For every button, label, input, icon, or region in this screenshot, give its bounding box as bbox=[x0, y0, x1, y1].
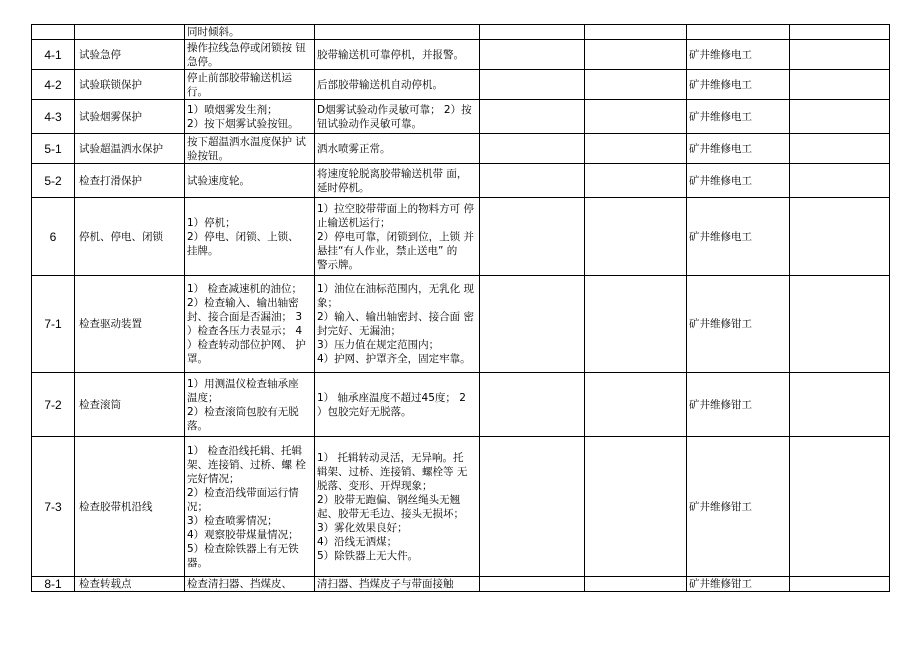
step-number: 7-3 bbox=[32, 437, 75, 577]
step-standard-line: 清扫器、挡煤皮子与带面接触 bbox=[317, 578, 454, 590]
table-row bbox=[32, 100, 890, 134]
step-method-line: 停止前部胶带输送机运 bbox=[187, 71, 292, 84]
step-role: 矿井维修钳工 bbox=[687, 276, 790, 373]
step-role: 矿井维修电工 bbox=[687, 164, 790, 198]
step-method-line: 3）检查喷雾情况； bbox=[187, 514, 278, 527]
step-number: 7-2 bbox=[32, 373, 75, 437]
step-standard-line: 1） 托辑转动灵活，无异响。托 bbox=[317, 451, 464, 464]
step-method-line: 落。 bbox=[187, 419, 208, 432]
step-method bbox=[185, 577, 315, 592]
step-method-line: 检查清扫器、挡煤皮、 bbox=[187, 578, 292, 590]
step-item: 停机、停电、闭锁 bbox=[75, 198, 185, 276]
empty-cell bbox=[480, 373, 585, 437]
empty-cell bbox=[790, 198, 890, 276]
empty-cell bbox=[585, 134, 687, 164]
step-method bbox=[185, 437, 315, 577]
table-row bbox=[32, 40, 890, 70]
empty-cell bbox=[480, 100, 585, 134]
step-standard bbox=[315, 70, 480, 100]
step-method-line: 行。 bbox=[187, 85, 208, 98]
empty-cell bbox=[585, 373, 687, 437]
maintenance-table bbox=[31, 24, 890, 592]
empty-cell bbox=[480, 198, 585, 276]
step-standard-line: 起、胶带无毛边、接头无损坏； bbox=[317, 507, 464, 520]
step-standard bbox=[315, 25, 480, 40]
step-item: 试验急停 bbox=[75, 40, 185, 70]
step-method-line: 急停。 bbox=[187, 55, 219, 68]
step-standard-line: 胶带输送机可靠停机，并报警。 bbox=[317, 48, 464, 61]
step-method-line: 5）检查除铁器上有无铁 bbox=[187, 542, 299, 555]
step-standard-line: 脱落、变形、开焊现象； bbox=[317, 479, 433, 492]
step-number: 5-1 bbox=[32, 134, 75, 164]
step-item: 检查胶带机沿线 bbox=[75, 437, 185, 577]
step-standard bbox=[315, 198, 480, 276]
step-method-line: 2）检查沿线带面运行情 bbox=[187, 486, 299, 499]
step-method-line: 器。 bbox=[187, 556, 208, 569]
empty-cell bbox=[790, 40, 890, 70]
step-standard-line: 钮试验动作灵敏可靠。 bbox=[317, 117, 422, 130]
step-method-line: ）检查转动部位护网、 护 bbox=[187, 339, 306, 351]
step-standard-line: 封完好、无漏油； bbox=[317, 325, 401, 337]
empty-cell bbox=[790, 373, 890, 437]
empty-cell bbox=[790, 25, 890, 40]
step-standard-line: 警示牌。 bbox=[317, 258, 359, 271]
step-standard-line: 1） 轴承座温度不超过45度； 2 bbox=[317, 391, 466, 404]
step-standard-line: 止输送机运行； bbox=[317, 216, 391, 229]
step-method bbox=[185, 198, 315, 276]
step-method-line: 2）检查输入、输出轴密 bbox=[187, 297, 299, 309]
step-number: 7-1 bbox=[32, 276, 75, 373]
step-role: 矿井维修电工 bbox=[687, 40, 790, 70]
step-standard-line: 5）除铁器上无大件。 bbox=[317, 549, 419, 562]
step-role bbox=[687, 25, 790, 40]
empty-cell bbox=[790, 577, 890, 592]
step-role: 矿井维修电工 bbox=[687, 134, 790, 164]
table-row bbox=[32, 70, 890, 100]
step-standard-line: 2）停电可靠，闭锁到位，上锁 并 bbox=[317, 230, 475, 243]
step-standard-line: 1）拉空胶带带面上的物料方可 停 bbox=[317, 202, 475, 215]
step-item: 检查打滑保护 bbox=[75, 164, 185, 198]
empty-cell bbox=[480, 134, 585, 164]
step-method-line: 按下超温洒水温度保护 试 bbox=[187, 135, 306, 148]
step-number: 8-1 bbox=[32, 577, 75, 592]
empty-cell bbox=[585, 437, 687, 577]
step-role: 矿井维修钳工 bbox=[687, 373, 790, 437]
table-row bbox=[32, 577, 890, 592]
empty-cell bbox=[585, 198, 687, 276]
step-method-line: 罩。 bbox=[187, 353, 208, 365]
step-role: 矿井维修电工 bbox=[687, 70, 790, 100]
step-standard-line: 辑架、过桥、连接销、螺栓等 无 bbox=[317, 465, 468, 478]
step-method-line: 温度； bbox=[187, 391, 219, 404]
step-item: 检查驱动装置 bbox=[75, 276, 185, 373]
step-method-line: 完好情况； bbox=[187, 472, 240, 485]
empty-cell bbox=[585, 164, 687, 198]
step-method-line: 2）检查滚筒包胶有无脱 bbox=[187, 405, 299, 418]
step-method bbox=[185, 134, 315, 164]
step-standard-line: D烟雾试验动作灵敏可靠； 2）按 bbox=[317, 103, 472, 116]
empty-cell bbox=[585, 70, 687, 100]
empty-cell bbox=[790, 70, 890, 100]
step-item: 检查转载点 bbox=[75, 577, 185, 592]
step-standard-line: 后部胶带输送机自动停机。 bbox=[317, 78, 443, 91]
empty-cell bbox=[480, 25, 585, 40]
step-method-line: 1） 检查沿线托辑、托辑 bbox=[187, 444, 303, 457]
empty-cell bbox=[585, 100, 687, 134]
step-number: 4-3 bbox=[32, 100, 75, 134]
empty-cell bbox=[480, 276, 585, 373]
step-method-line: 封、接合面是否漏油； 3 bbox=[187, 311, 303, 323]
empty-cell bbox=[790, 276, 890, 373]
step-number: 4-2 bbox=[32, 70, 75, 100]
empty-cell bbox=[790, 164, 890, 198]
empty-cell bbox=[480, 70, 585, 100]
step-number: 6 bbox=[32, 198, 75, 276]
step-method bbox=[185, 373, 315, 437]
step-standard bbox=[315, 100, 480, 134]
step-method bbox=[185, 164, 315, 198]
step-standard-line: 延时停机。 bbox=[317, 181, 370, 194]
step-method-line: 同时倾斜。 bbox=[187, 26, 240, 38]
table-row bbox=[32, 437, 890, 577]
table-row bbox=[32, 276, 890, 373]
step-method-line: 试验速度轮。 bbox=[187, 174, 250, 187]
step-standard-line: 将速度轮脱离胶带输送机带 面， bbox=[317, 167, 468, 180]
empty-cell bbox=[585, 40, 687, 70]
step-method-line: 1）喷烟雾发生剂； bbox=[187, 103, 278, 116]
step-method-line: 4）观察胶带煤量情况； bbox=[187, 528, 299, 541]
step-method-line: 况； bbox=[187, 500, 208, 513]
step-role: 矿井维修钳工 bbox=[687, 577, 790, 592]
step-standard-line: 象； bbox=[317, 297, 338, 309]
step-standard bbox=[315, 577, 480, 592]
step-method bbox=[185, 25, 315, 40]
step-item: 试验联锁保护 bbox=[75, 70, 185, 100]
step-method-line: 1） 检查减速机的油位； bbox=[187, 283, 303, 295]
step-method-line: 1）用测温仪检查轴承座 bbox=[187, 377, 299, 390]
table-row bbox=[32, 373, 890, 437]
step-standard-line: 1）油位在油标范围内，无乳化 现 bbox=[317, 283, 475, 295]
step-role: 矿井维修电工 bbox=[687, 198, 790, 276]
empty-cell bbox=[585, 276, 687, 373]
step-standard-line: 4）护网、护罩齐全，固定牢靠。 bbox=[317, 353, 471, 365]
step-method-line: 挂牌。 bbox=[187, 244, 219, 257]
step-role: 矿井维修电工 bbox=[687, 100, 790, 134]
table-row bbox=[32, 25, 890, 40]
step-method-line: 验按钮。 bbox=[187, 149, 229, 162]
empty-cell bbox=[480, 577, 585, 592]
table-row bbox=[32, 198, 890, 276]
step-standard-line: 3）雾化效果良好； bbox=[317, 521, 408, 534]
step-standard bbox=[315, 276, 480, 373]
table-body bbox=[32, 25, 890, 592]
step-role: 矿井维修钳工 bbox=[687, 437, 790, 577]
empty-cell bbox=[585, 25, 687, 40]
step-number bbox=[32, 25, 75, 40]
step-method bbox=[185, 40, 315, 70]
step-number: 5-2 bbox=[32, 164, 75, 198]
step-method-line: 1）停机； bbox=[187, 216, 236, 229]
step-standard bbox=[315, 40, 480, 70]
step-standard bbox=[315, 164, 480, 198]
step-method-line: 2）停电、闭锁、上锁、 bbox=[187, 230, 299, 243]
step-standard-line: 3）压力值在规定范围内； bbox=[317, 339, 440, 351]
step-method-line: ）检查各压力表显示； 4 bbox=[187, 325, 303, 337]
step-method-line: 2）按下烟雾试验按钮。 bbox=[187, 117, 299, 130]
step-item: 检查滚筒 bbox=[75, 373, 185, 437]
empty-cell bbox=[790, 100, 890, 134]
empty-cell bbox=[585, 577, 687, 592]
step-method-line: 操作拉线急停或闭锁按 钮 bbox=[187, 41, 306, 54]
step-method bbox=[185, 70, 315, 100]
step-standard-line: 洒水喷雾正常。 bbox=[317, 142, 391, 155]
empty-cell bbox=[480, 437, 585, 577]
step-number: 4-1 bbox=[32, 40, 75, 70]
step-standard bbox=[315, 134, 480, 164]
step-method bbox=[185, 100, 315, 134]
empty-cell bbox=[790, 134, 890, 164]
step-standard-line: 4）沿线无洒煤； bbox=[317, 535, 398, 548]
step-item bbox=[75, 25, 185, 40]
step-standard bbox=[315, 437, 480, 577]
step-standard bbox=[315, 373, 480, 437]
table-row bbox=[32, 134, 890, 164]
empty-cell bbox=[790, 437, 890, 577]
step-method-line: 架、连接销、过桥、螺 栓 bbox=[187, 458, 306, 471]
step-standard-line: 悬挂“有人作业，禁止送电” 的 bbox=[317, 244, 458, 257]
step-standard-line: 2）胶带无跑偏、钢丝绳头无翘 bbox=[317, 493, 461, 506]
step-standard-line: ）包胶完好无脱落。 bbox=[317, 405, 412, 418]
step-item: 试验烟雾保护 bbox=[75, 100, 185, 134]
step-method bbox=[185, 276, 315, 373]
empty-cell bbox=[480, 40, 585, 70]
table-row bbox=[32, 164, 890, 198]
step-item: 试验超温洒水保护 bbox=[75, 134, 185, 164]
empty-cell bbox=[480, 164, 585, 198]
step-standard-line: 2）输入、输出轴密封、接合面 密 bbox=[317, 311, 475, 323]
